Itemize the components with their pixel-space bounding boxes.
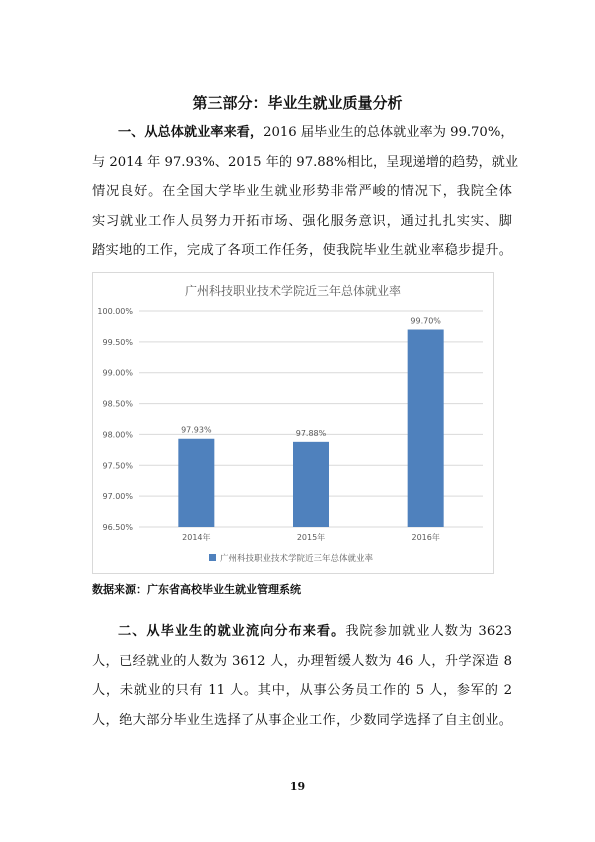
- chart-svg: [93, 273, 493, 573]
- y-tick-label: 99.00%: [102, 368, 133, 378]
- y-tick-label: 98.00%: [102, 430, 133, 440]
- y-tick-label: 100.00%: [97, 307, 133, 316]
- paragraph-line: 一、从总体就业率来看，2016 届毕业生的总体就业率为 99.70%，: [118, 125, 514, 140]
- y-tick-label: 98.50%: [102, 399, 133, 409]
- paragraph-lead: 二、从毕业生的就业流向分布来看。: [118, 624, 346, 639]
- bar-2: [408, 330, 444, 527]
- paragraph-line: 与 2014 年 97.93%、2015 年的 97.88%相比，呈现递增的趋势，就业: [92, 154, 519, 170]
- data-label: 99.70%: [410, 316, 441, 326]
- paragraph-employment-flow: [92, 617, 512, 735]
- x-tick-label: 2015年: [296, 533, 326, 542]
- paragraph-line: 人，未就业的只有 11 人。其中，从事公务员工作的 5 人，参军的 2: [92, 683, 512, 698]
- chart-title: 广州科技职业技术学院近三年总体就业率: [184, 284, 402, 298]
- y-tick-label: 97.50%: [102, 461, 133, 471]
- bar-0: [178, 439, 214, 527]
- x-tick-label: 2014年: [182, 533, 211, 542]
- data-label: 97.93%: [181, 425, 212, 435]
- legend-swatch: [209, 554, 216, 561]
- page-number: 19: [289, 780, 306, 793]
- paragraph-line: 人，已经就业的人数为 3612 人，办理暂缓人数为 46 人，升学深造 8: [92, 653, 512, 669]
- legend-label: 广州科技职业技术学院近三年总体就业率: [220, 554, 374, 564]
- y-tick-label: 96.50%: [102, 523, 133, 532]
- paragraph-lead: 一、从总体就业率来看，: [118, 125, 264, 140]
- paragraph-line: 情况良好。在全国大学毕业生就业形势非常严峻的情况下，我院全体: [92, 184, 512, 199]
- paragraph-line: 实习就业工作人员努力开拓市场、强化服务意识，通过扎扎实实、脚: [92, 213, 512, 229]
- paragraph-overall-employment: [92, 118, 519, 266]
- paragraph-line: 二、从毕业生的就业流向分布来看。我院参加就业人数为 3623: [118, 624, 512, 639]
- paragraph-line: 踏实地的工作，完成了各项工作任务，使我院毕业生就业率稳步提升。: [92, 243, 512, 258]
- paragraph-line: 人，绝大部分毕业生选择了从事企业工作，少数同学选择了自主创业。: [92, 712, 512, 728]
- bar-1: [293, 442, 329, 527]
- x-tick-label: 2016年: [411, 533, 440, 542]
- data-label: 97.88%: [295, 428, 327, 438]
- employment-rate-chart: [92, 272, 494, 574]
- y-tick-label: 97.00%: [102, 492, 133, 502]
- y-tick-label: 99.50%: [102, 337, 133, 347]
- section-title: 第三部分：毕业生就业质量分析: [192, 94, 403, 112]
- data-source-note: 数据来源：广东省高校毕业生就业管理系统: [92, 583, 301, 596]
